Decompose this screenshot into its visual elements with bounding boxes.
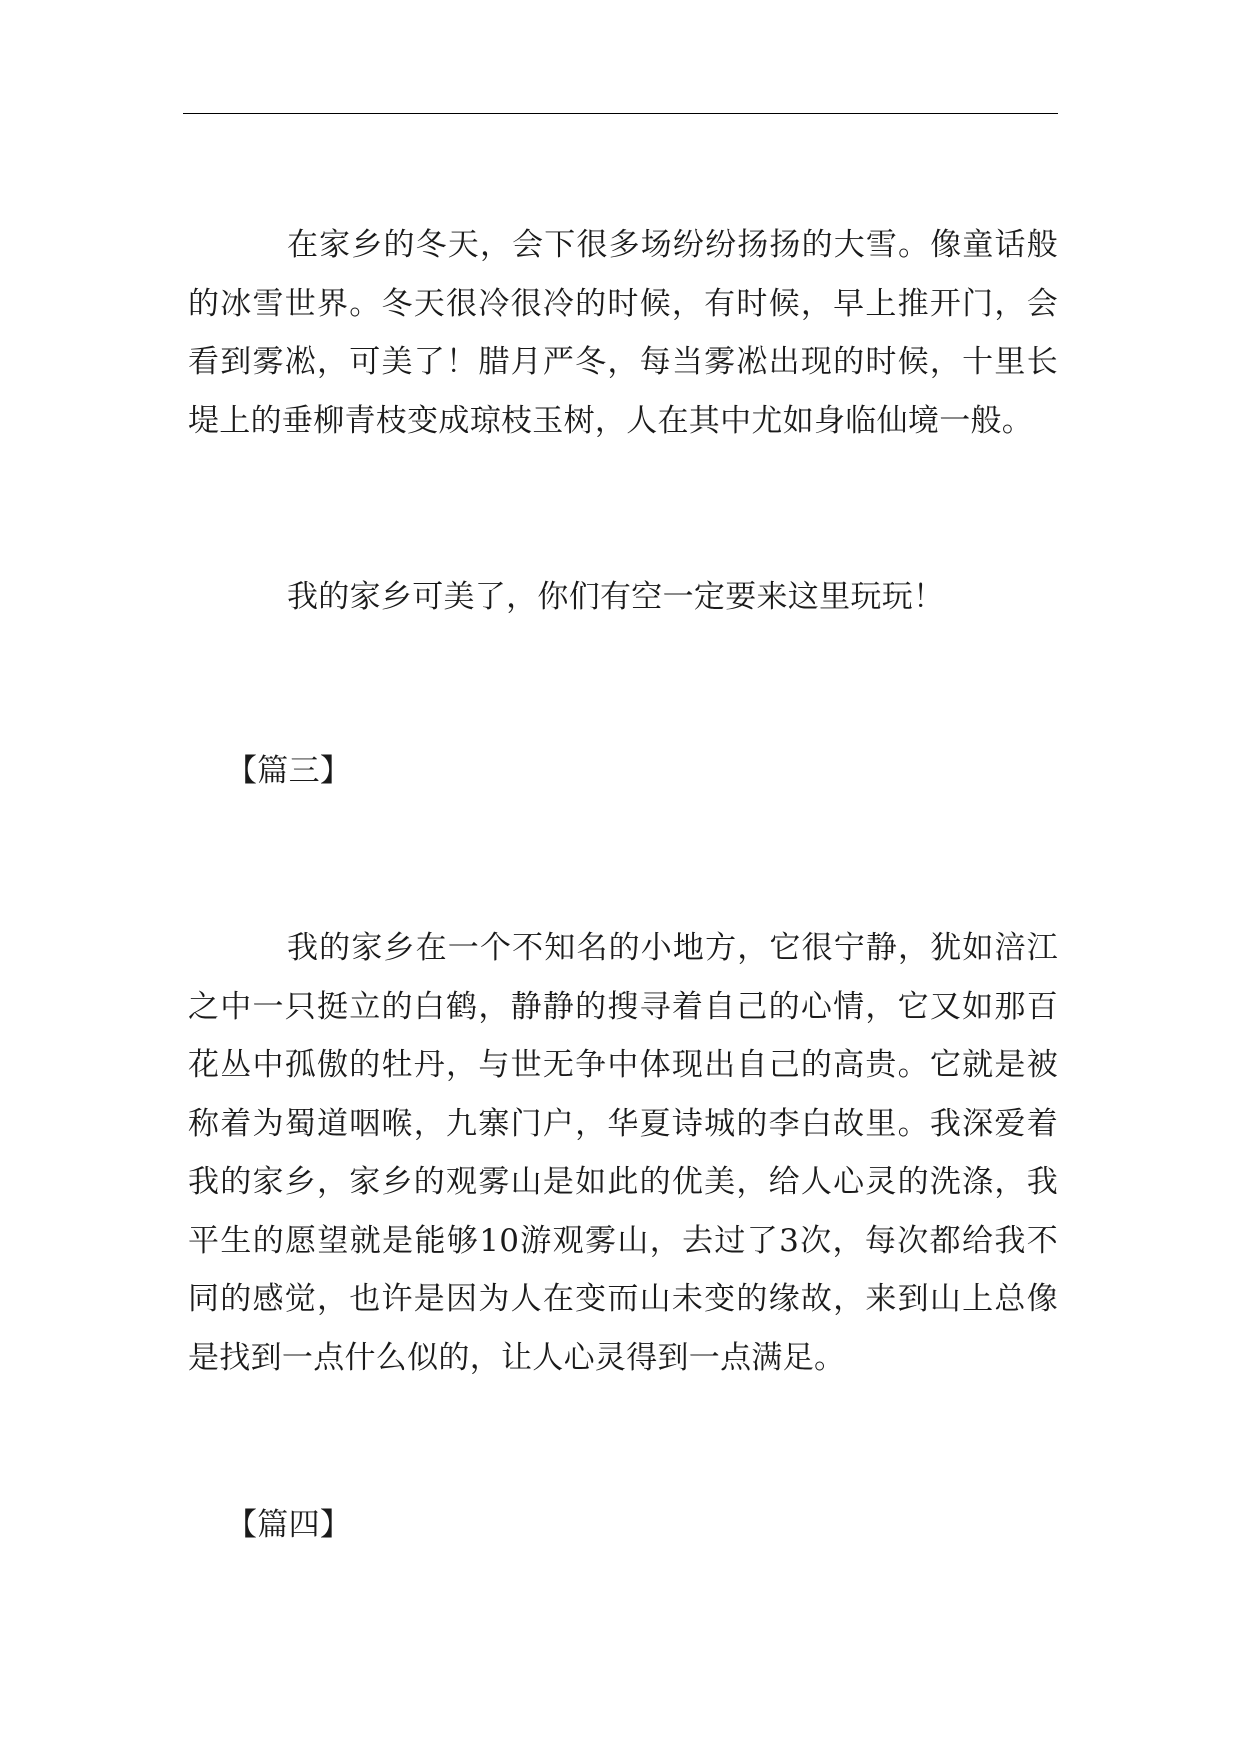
section-heading-4: 【篇四】 [226,1507,352,1543]
paragraph-invitation: 我的家乡可美了，你们有空一定要来这里玩玩！ [287,579,945,615]
paragraph-winter: 在家乡的冬天，会下很多场纷纷扬扬的大雪。像童话般的冰雪世界。冬天很冷很冷的时候，有时候，早上推开门，会看到雾凇，可美了！腊月严冬，每当雾凇出现的时候，十里长堤上的垂柳青枝变成琼枝玉树，人在其中尤如身临仙境一般。 [188,227,1058,439]
section-heading-3: 【篇三】 [226,753,352,789]
header-rule [183,113,1058,114]
paragraph-hometown: 我的家乡在一个不知名的小地方，它很宁静，犹如涪江之中一只挺立的白鹤，静静的搜寻着自己的心情，它又如那百花丛中孤傲的牡丹，与世无争中体现出自己的高贵。它就是被称着为蜀道咽喉，九寨门户，华夏诗城的李白故里。我深爱着我的家乡，家乡的观雾山是如此的优美，给人心灵的洗涤，我平生的愿望就是能够10游观雾山，去过了3次，每次都给我不同的感觉，也许是因为人在变而山未变的缘故，来到山上总像是找到一点什么似的，让人心灵得到一点满足。 [188,930,1058,1376]
